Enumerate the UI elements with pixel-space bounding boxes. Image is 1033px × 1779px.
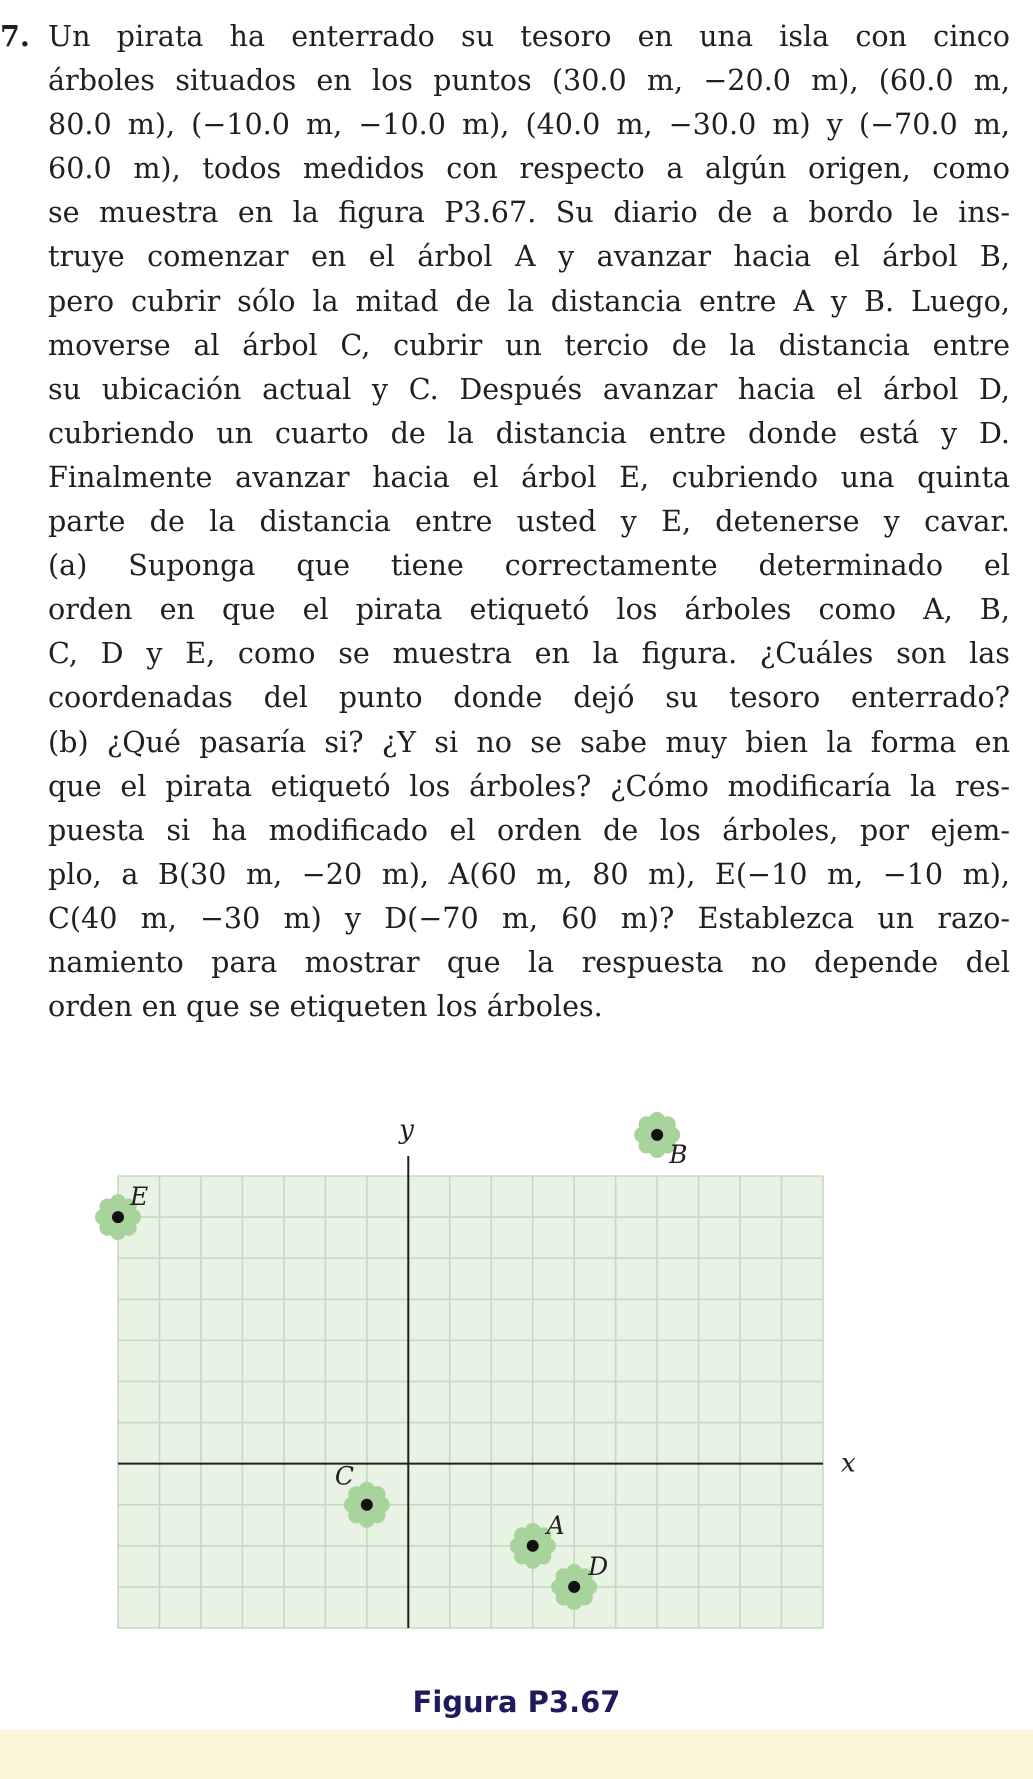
problem-line: (a) Suponga que tiene correctamente determinado el [48,548,1010,583]
figure-p3-67 [0,1100,1033,1660]
problem-line: (b) ¿Qué pasaría si? ¿Y si no se sabe muy bien la forma en [48,724,1010,759]
problem-line: cubriendo un cuarto de la distancia entre donde está y D. [48,415,1010,450]
problem-line: se muestra en la figura P3.67. Su diario de a bordo le ins- [48,195,1010,230]
footer-band [0,1730,1033,1779]
problem-line: árboles situados en los puntos (30.0 m, −20.0 m), (60.0 m, [48,63,1010,98]
tree-point [568,1581,580,1593]
tree-label: C [334,1461,354,1491]
problem-line: 80.0 m), (−10.0 m, −10.0 m), (40.0 m, −30.0 m) y (−70.0 m, [48,107,1010,142]
problem-line: namiento para mostrar que la respuesta no depende del [48,944,1010,979]
problem-line: truye comenzar en el árbol A y avanzar hacia el árbol B, [48,239,1010,274]
tree-point [361,1499,373,1511]
problem-line: C(40 m, −30 m) y D(−70 m, 60 m)? Establezca un razo- [48,900,1010,935]
tree-point [651,1129,663,1141]
problem-line: coordenadas del punto donde dejó su tesoro enterrado? [48,680,1010,715]
y-axis-label: y [399,1115,414,1145]
grid-background [118,1176,823,1628]
problem-line: C, D y E, como se muestra en la figura. ¿Cuáles son las [48,636,1010,671]
problem-line: puesta si ha modificado el orden de los árboles, por ejem- [48,812,1010,847]
problem-line: pero cubrir sólo la mitad de la distancia entre A y B. Luego, [48,283,1010,318]
problem-number: 7. [0,19,30,53]
problem-line: su ubicación actual y C. Después avanzar hacia el árbol D, [48,371,1010,406]
tree-label: B [669,1139,688,1169]
coordinate-plot [0,1100,1033,1660]
tree-b [634,1112,687,1169]
tree-point [112,1211,124,1223]
problem-line: 60.0 m), todos medidos con respecto a algún origen, como [48,151,1010,186]
tree-label: E [130,1182,149,1212]
problem-line: orden en que el pirata etiquetó los árboles como A, B, [48,592,1010,627]
problem-line: parte de la distancia entre usted y E, detenerse y cavar. [48,504,1010,539]
figure-caption: Figura P3.67 [412,1685,621,1719]
x-axis-label: x [841,1448,856,1479]
problem-line: plo, a B(30 m, −20 m), A(60 m, 80 m), E(−10 m, −10 m), [48,856,1010,891]
tree-canopy-lobe [660,1116,676,1132]
problem-line: 7. Un pirata ha enterrado su tesoro en una isla con cinco [0,14,1010,58]
problem-line: Finalmente avanzar hacia el árbol E, cubriendo una quinta [48,459,1010,494]
tree-label: D [588,1551,609,1581]
tree-point [527,1540,539,1552]
problem-line: que el pirata etiquetó los árboles? ¿Cómo modificaría la res- [48,768,1010,803]
tree-canopy-lobe [369,1486,385,1502]
problem-line: orden en que se etiqueten los árboles. [48,989,603,1024]
problem-line: moverse al árbol C, cubrir un tercio de la distancia entre [48,327,1010,362]
problem-text [0,14,1010,1028]
tree-label: A [546,1510,565,1540]
